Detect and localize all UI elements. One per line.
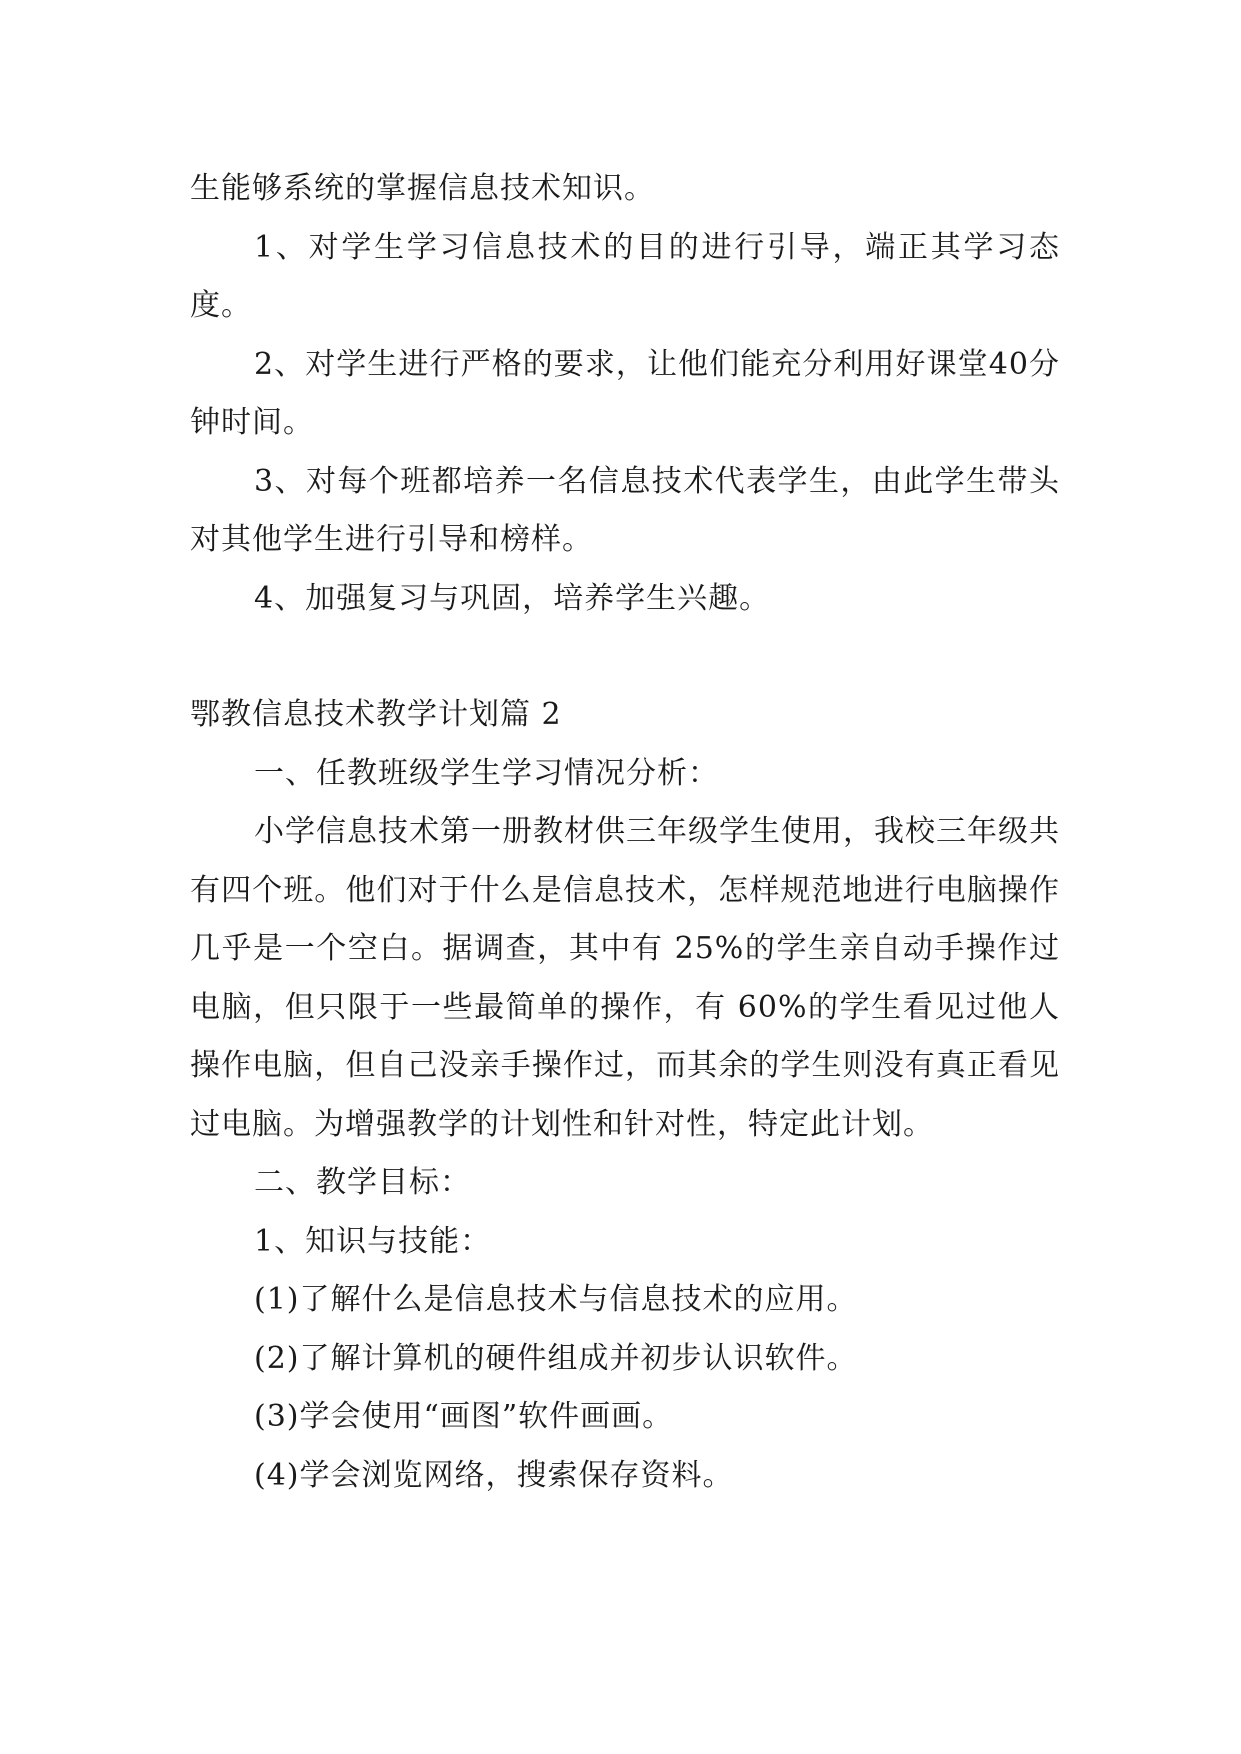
- subheading-analysis: 一、任教班级学生学习情况分析：: [254, 755, 719, 791]
- subheading-knowledge-skills: 1、知识与技能：: [254, 1223, 492, 1259]
- subheading-goals: 二、教学目标：: [254, 1165, 471, 1200]
- paragraph-item-1: 1、对学生学习信息技术的目的进行引导，端正其学习态度。: [190, 229, 1060, 323]
- paragraph-analysis: 小学信息技术第一册教材供三年级学生使用，我校三年级共有四个班。他们对于什么是信息技术，怎样规范地进行电脑操作几乎是一个空白。据调查，其中有 25%的学生亲自动手操作过电脑，但只限于一些最简单的操作，有 60%的学生看见过他人操作电脑，但自己没亲手操作过，而其余的学生则没有真正看见过电脑。为增强教学的计划性和针对性，特定此计划。: [190, 814, 1060, 1142]
- paragraph-continuation: 生能够系统的掌握信息技术知识。: [190, 171, 655, 206]
- document-body: [190, 160, 1060, 1505]
- paragraph-item-3: 3、对每个班都培养一名信息技术代表学生，由此学生带头对其他学生进行引导和榜样。: [190, 463, 1060, 557]
- paragraph-item-2: 2、对学生进行严格的要求，让他们能充分利用好课堂40分钟时间。: [190, 346, 1060, 440]
- goal-item-4: (4)学会浏览网络，搜索保存资料。: [254, 1457, 734, 1493]
- goal-item-1: (1)了解什么是信息技术与信息技术的应用。: [254, 1282, 858, 1317]
- paragraph-item-4: 4、加强复习与巩固，培养学生兴趣。: [254, 580, 771, 616]
- goal-item-3: (3)学会使用“画图”软件画画。: [254, 1399, 674, 1434]
- goal-item-2: (2)了解计算机的硬件组成并初步认识软件。: [254, 1340, 858, 1376]
- section-title: 鄂教信息技术教学计划篇 2: [190, 697, 562, 732]
